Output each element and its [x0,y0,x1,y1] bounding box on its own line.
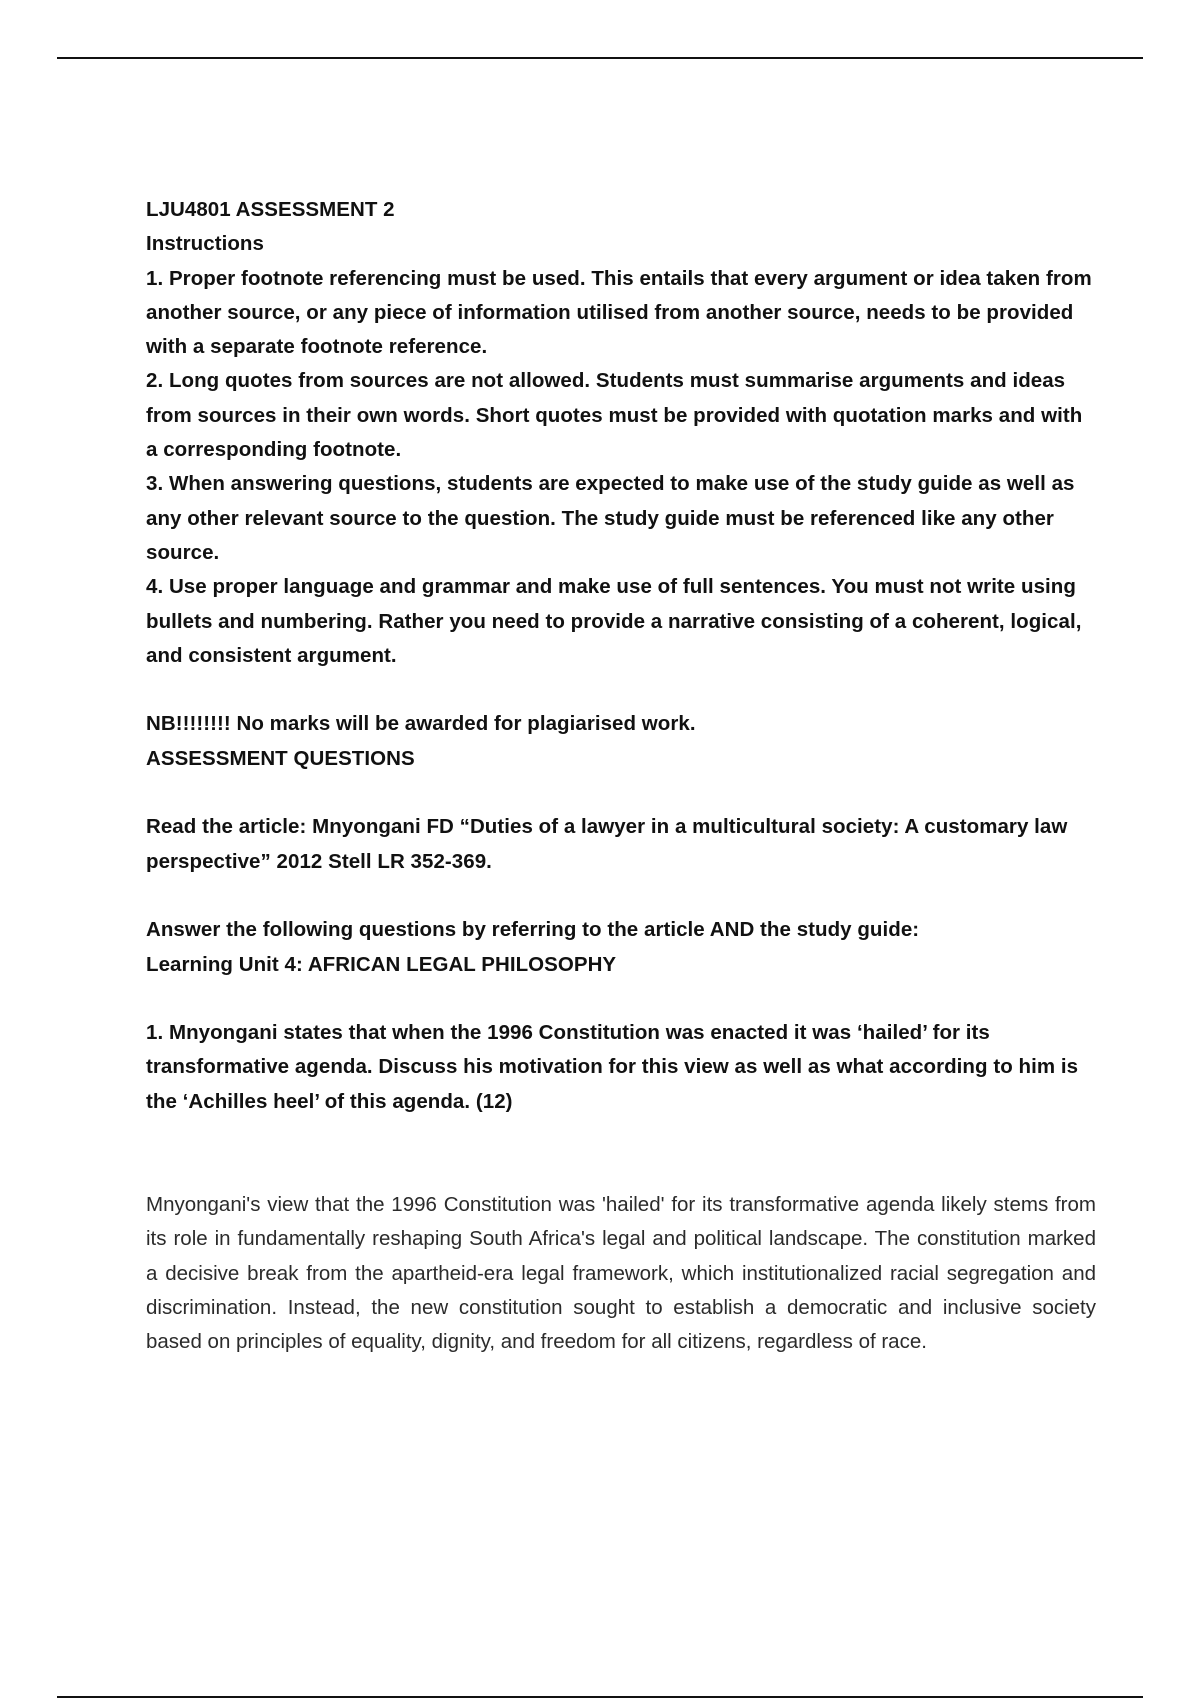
answer-1: Mnyongani's view that the 1996 Constitution was 'hailed' for its transformative agenda likely stems from its role in fundamentally reshaping South Africa's legal and political landscape. The constitution marked a decisive break from the apartheid-era legal framework, which institutionalized racial segregation and discrimination. Instead, the new constitution sought to establish a democratic and inclusive society based on principles of equality, dignity, and freedom for all citizens, regardless of race. [146,1193,1096,1354]
question-1: 1. Mnyongani states that when the 1996 Constitution was enacted it was ‘hailed’ for its transformative agenda. Discuss his motivation for this view as well as what according to him is the ‘Achilles heel’ of this agenda. (12) [146,1021,1079,1113]
learning-unit: Learning Unit 4: AFRICAN LEGAL PHILOSOPHY [146,952,617,976]
answer-directive: Answer the following questions by referring to the article AND the study guide: [146,918,920,942]
spacer [146,776,1096,810]
questions-heading: ASSESSMENT QUESTIONS [146,746,415,770]
read-article: Read the article: Mnyongani FD “Duties of a lawyer in a multicultural society: A customary law perspective” 2012 Stell LR 352-369. [146,815,1068,873]
instruction-item: 3. When answering questions, students are expected to make use of the study guide as well as any other relevant source to the question. The study guide must be referenced like any other source. [146,472,1075,564]
document-body [146,193,1096,1360]
spacer [146,1119,1096,1188]
bottom-divider [57,1696,1143,1698]
instruction-item: 1. Proper footnote referencing must be used. This entails that every argument or idea taken from another source, or any piece of information utilised from another source, needs to be provided with a separate footnote reference. [146,266,1092,359]
nb-notice: NB!!!!!!!! No marks will be awarded for plagiarised work. [146,712,696,736]
spacer [146,982,1096,1016]
spacer [146,879,1096,913]
document-title: LJU4801 ASSESSMENT 2 [146,198,395,221]
instruction-item: 2. Long quotes from sources are not allowed. Students must summarise arguments and ideas from sources in their own words. Short quotes must be provided with quotation marks and with a corresponding footnote. [146,369,1083,462]
top-divider [57,57,1143,59]
instruction-item: 4. Use proper language and grammar and make use of full sentences. You must not write using bullets and numbering. Rather you need to provide a narrative consisting of a coherent, logical, and consistent argument. [146,575,1082,667]
spacer [146,673,1096,707]
instructions-heading: Instructions [146,232,264,256]
